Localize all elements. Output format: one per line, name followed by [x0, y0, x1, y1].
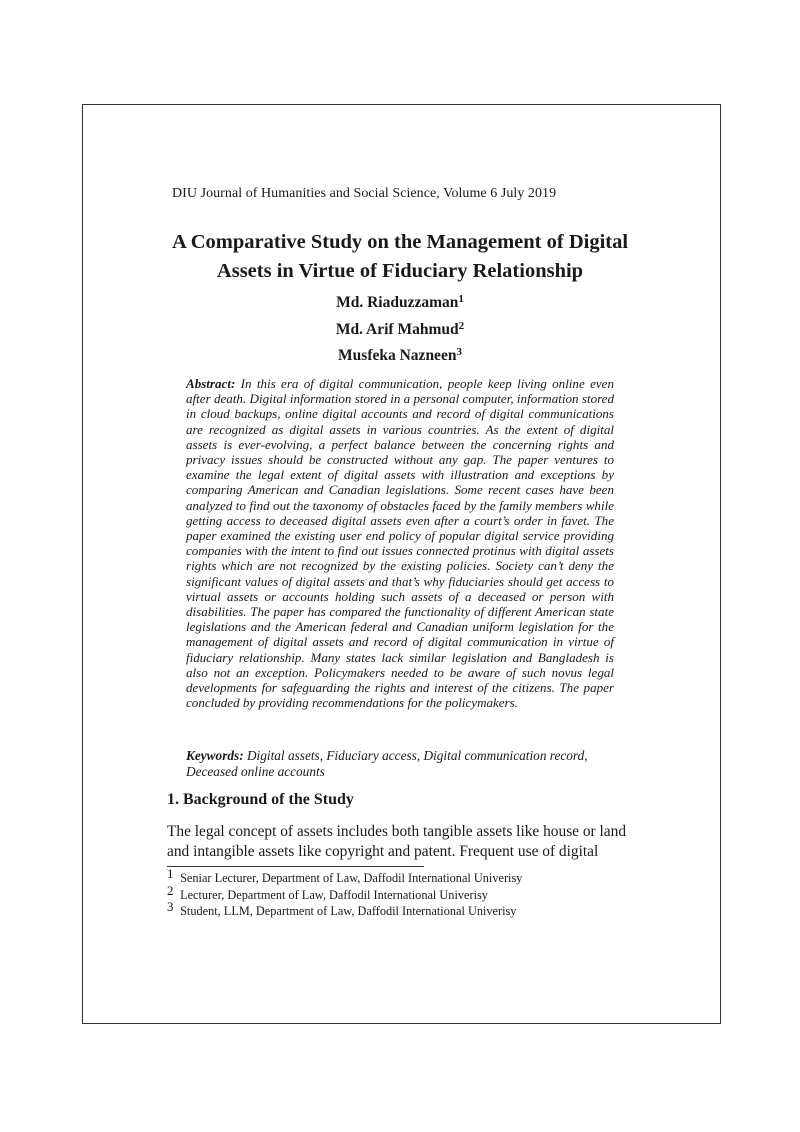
journal-header: DIU Journal of Humanities and Social Science, Volume 6 July 2019 [172, 186, 557, 201]
footnote-text: Lecturer, Department of Law, Daffodil International Univerisy [180, 887, 488, 902]
footnote: 3 Student, LLM, Department of Law, Daffodil International Univerisy [167, 899, 517, 918]
keywords-label: Keywords: [186, 748, 244, 763]
section-heading: 1. Background of the Study [167, 791, 354, 808]
author-name: Md. Riaduzzaman [336, 294, 459, 311]
abstract-label: Abstract: [186, 376, 236, 391]
body-paragraph: The legal concept of assets includes both tangible assets like house or land and intangible assets like copyright and patent. Frequent use of digital [167, 823, 627, 860]
footnote: 1 Seniar Lecturer, Department of Law, Daffodil International Univerisy [167, 866, 523, 885]
author [160, 290, 640, 317]
author [160, 317, 640, 344]
abstract-text: In this era of digital communication, people keep living online even after death. Digital information stored in a personal computer, information stored in cloud backups, online digital accounts and record of digital communications are recognized as digital assets in various countries. As the extent of digital assets is ever-evolving, a perfect balance between the concerning rights and privacy issues should be constructed without any gap. The paper ventures to examine the legal extent of digital assets with illustration and exceptions by comparing American and Canadian legislations. Some recent cases have been analyzed to find out the taxonomy of obstacles faced by the family members while getting access to deceased digital assets even after a court’s order in favet. The paper examined the existing user end policy of popular digital service providing companies with the intent to find out issues connected protinus with digital assets rights which are not recognized by the existing policies. Society can’t deny the significant values of digital assets and that’s why fiduciaries should get access to virtual assets or accounts holding such assets of a deceased or person with disabilities. The paper has compared the functionality of different American state legislations and the American federal and Canadian uniform legislation for the management of digital assets and record of digital communication in virtue of fiduciary relationship. Many states lack similar legislation and Bangladesh is also not an exception. Policymakers needed to be aware of such novus legal developments for safeguarding the rights and interest of the citizens. The paper concluded by providing recommendations for the policymakers. [186, 376, 614, 711]
author-affiliation-mark: 3 [456, 346, 462, 358]
author-affiliation-mark: 2 [458, 319, 465, 332]
footnotes [167, 866, 627, 920]
footnote-text: Seniar Lecturer, Department of Law, Daffodil International Univerisy [180, 871, 523, 885]
footnote: 2 Lecturer, Department of Law, Daffodil International Univerisy [167, 882, 488, 902]
author-affiliation-mark: 1 [458, 293, 464, 305]
paper-title [160, 228, 640, 286]
footnote-divider [167, 866, 424, 867]
author [160, 343, 640, 370]
author-name: Md. Arif Mahmud [335, 320, 459, 338]
keywords-text: Digital assets, Fiduciary access, Digital communication record, Deceased online accounts [186, 748, 588, 779]
title-line: Assets in Virtue of Fiduciary Relationship [216, 260, 584, 282]
footnote-text: Student, LLM, Department of Law, Daffodil International Univerisy [180, 904, 517, 918]
author-name: Musfeka Nazneen [338, 347, 457, 364]
abstract [186, 376, 614, 710]
author-list [160, 290, 640, 370]
keywords [186, 748, 616, 779]
title-line: A Comparative Study on the Management of Digital [171, 231, 629, 253]
